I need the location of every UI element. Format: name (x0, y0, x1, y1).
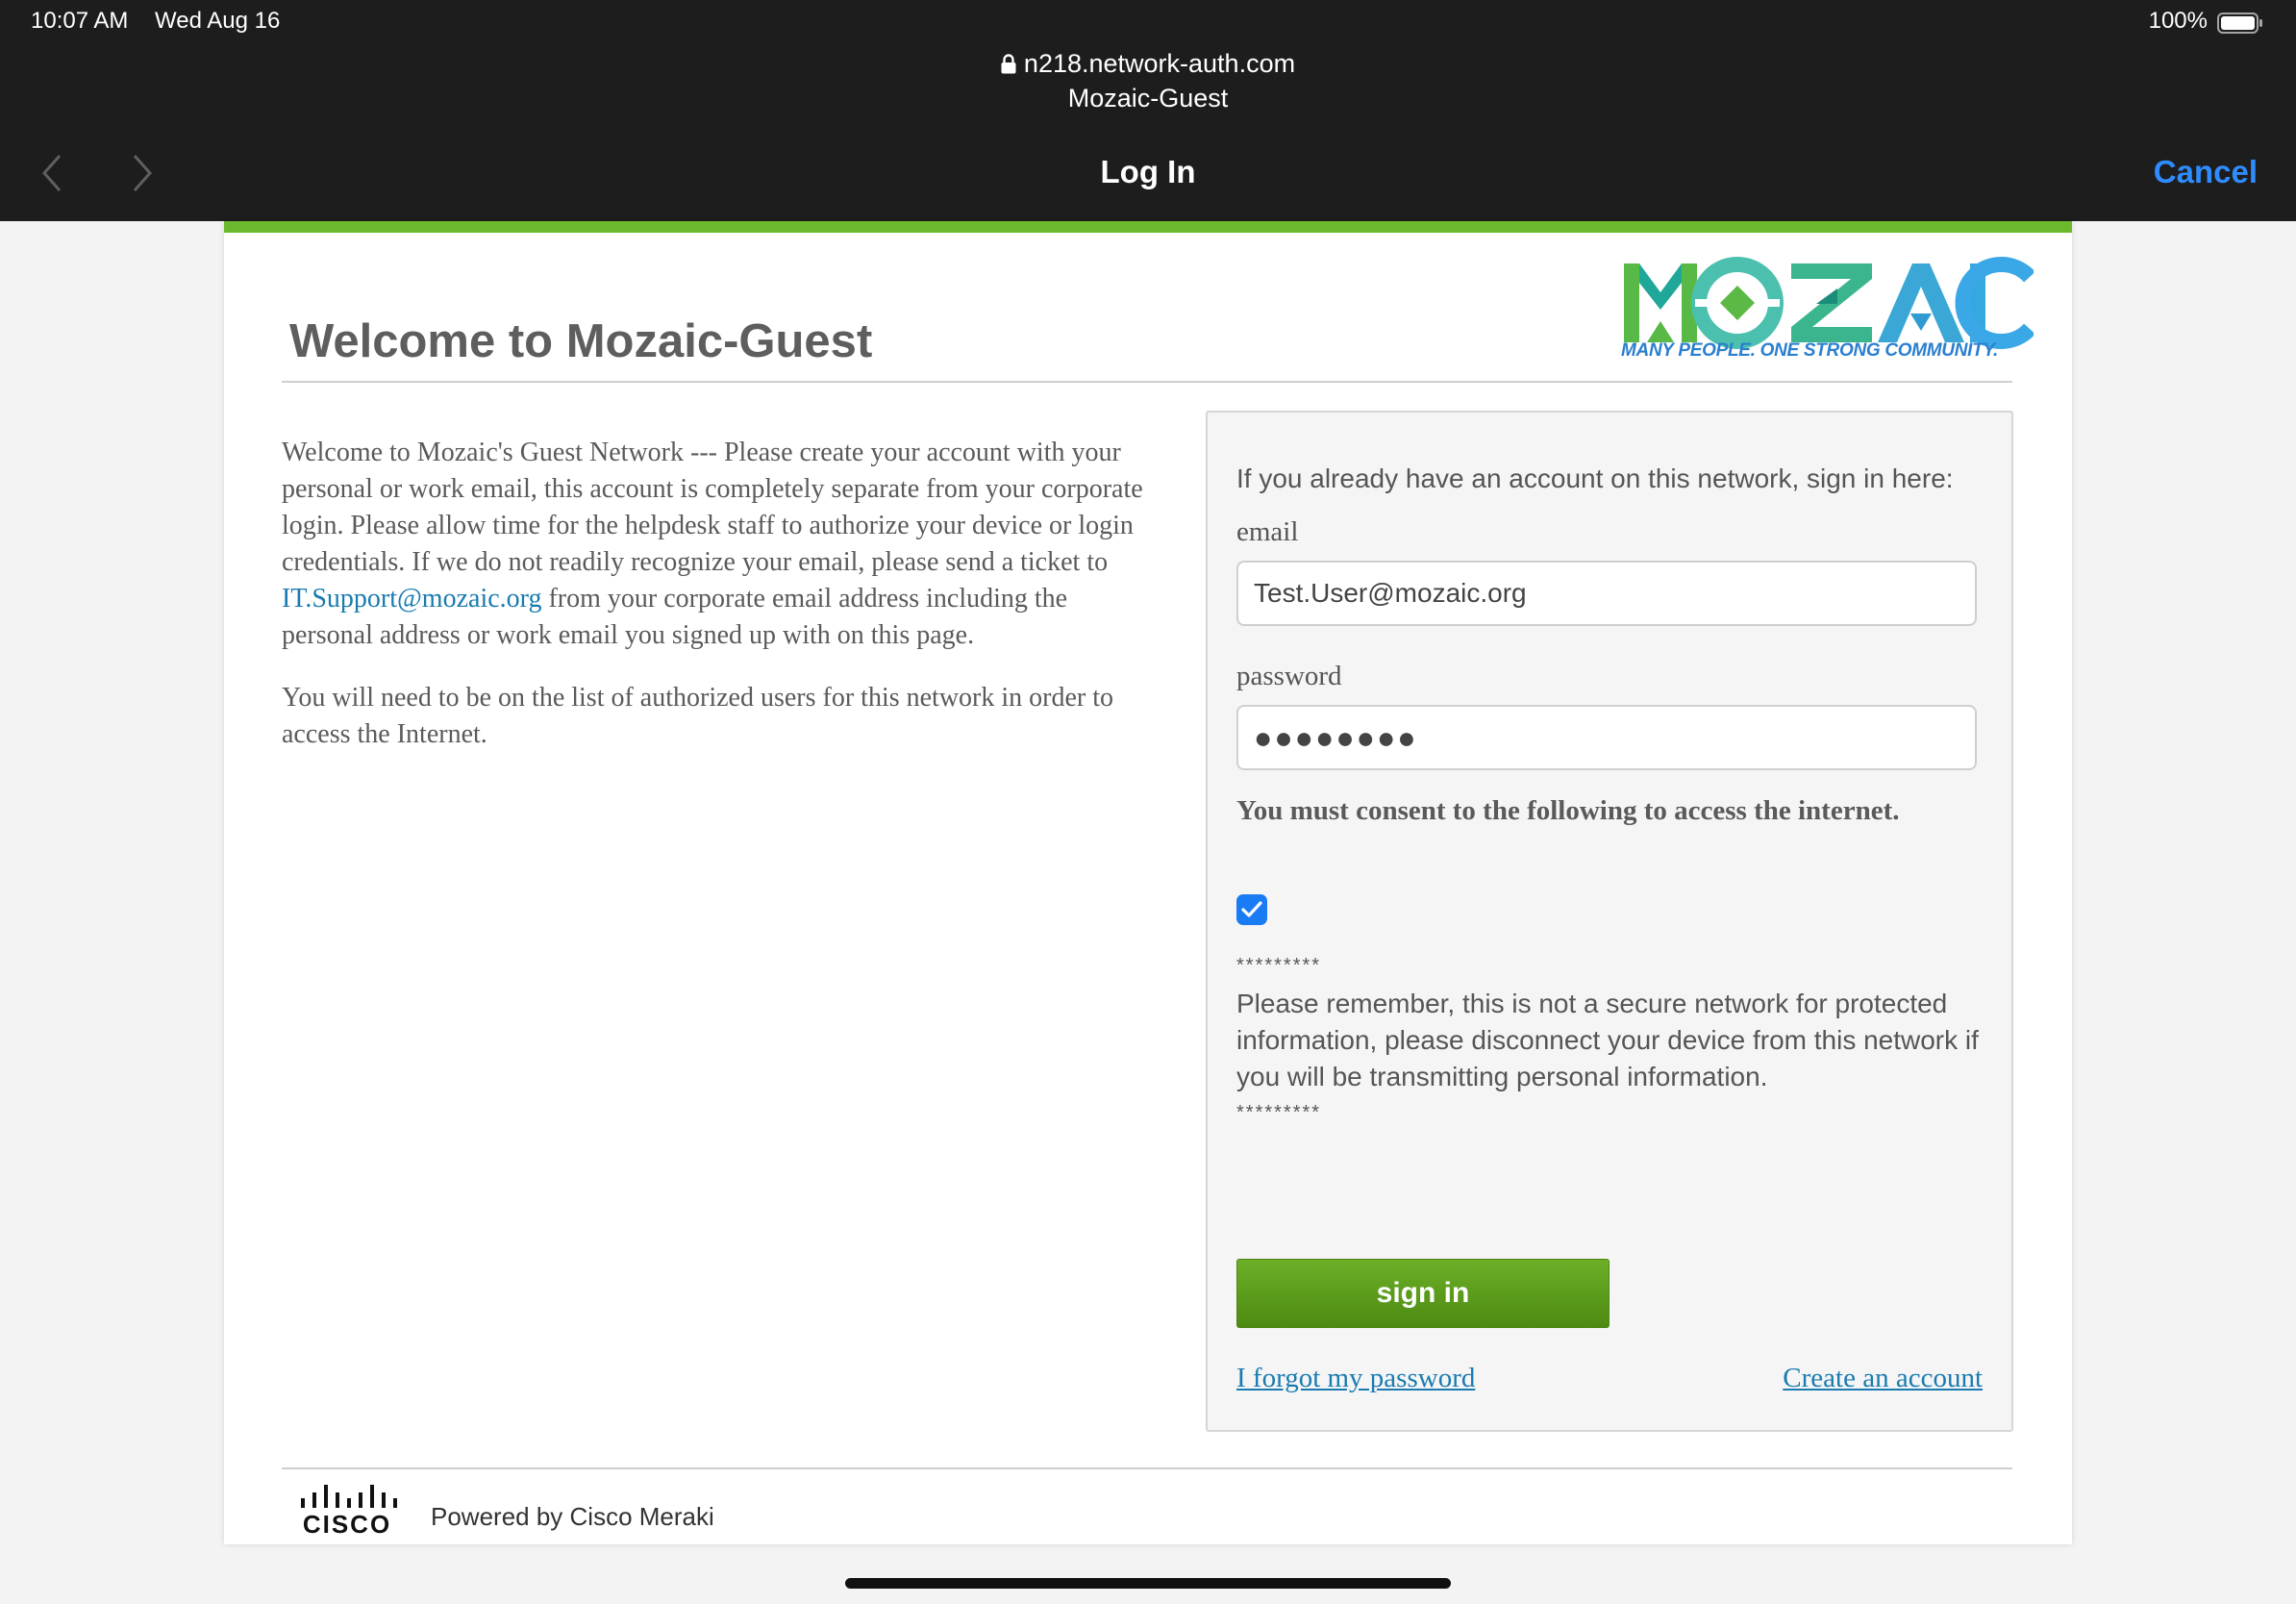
consent-heading: You must consent to the following to access the internet. (1236, 795, 1900, 826)
notice-separator-top: ********* (1236, 955, 1322, 976)
footer-divider (282, 1467, 2012, 1469)
lock-icon (1001, 54, 1016, 74)
password-label: password (1236, 661, 1342, 691)
login-intro: If you already have an account on this network, sign in here: (1236, 464, 1954, 493)
site-name: Mozaic-Guest (1067, 84, 1229, 113)
email-field[interactable] (1236, 561, 1977, 626)
security-notice: Please remember, this is not a secure network for protected information, please disconnect your device from this network if you will be transmitting personal information. (1236, 989, 1979, 1091)
battery-percentage: 100% (2148, 8, 2208, 34)
sign-in-button[interactable]: sign in (1236, 1259, 1610, 1328)
email-label: email (1236, 516, 1299, 547)
authorization-paragraph: You will need to be on the list of authorized users for this network in order to access the Internet. (282, 683, 1114, 749)
navigation-title: Log In (1100, 154, 1196, 189)
home-indicator[interactable] (845, 1578, 1451, 1589)
login-panel (1206, 411, 2013, 1432)
status-time: 10:07 AM (31, 8, 129, 34)
it-support-email-link[interactable]: IT.Support@mozaic.org (282, 584, 542, 614)
forgot-password-link[interactable]: I forgot my password (1236, 1363, 1476, 1393)
notice-separator-bottom: ********* (1236, 1102, 1322, 1123)
intro-paragraph: Welcome to Mozaic's Guest Network --- Please create your account with your personal or work email, this account is completely separate from your corporate login. Please allow time for the helpdesk staff to authorize your device or login credentials. If we do not readily recognize your email, please send a ticket to IT.Support@mozaic.org from your corporate email address including the personal address or work email you signed up with on this page. (282, 438, 1143, 650)
checkmark-icon (1241, 901, 1262, 918)
cisco-logo (293, 1475, 399, 1537)
logo-tagline: MANY PEOPLE. ONE STRONG COMMUNITY. (1621, 340, 1999, 361)
title-divider (282, 381, 2012, 383)
status-date: Wed Aug 16 (155, 8, 281, 34)
battery-icon (2217, 13, 2263, 34)
url-bar (0, 49, 2296, 79)
consent-checkbox[interactable] (1236, 894, 1267, 925)
powered-by-text: Powered by Cisco Meraki (431, 1502, 714, 1531)
browser-chrome (0, 0, 2296, 221)
intro-text (282, 435, 1157, 779)
page-title: Welcome to Mozaic-Guest (289, 315, 873, 367)
cisco-wordmark: CISCO (302, 1510, 392, 1537)
password-field[interactable] (1236, 705, 1977, 770)
url-text: n218.network-auth.com (1023, 49, 1296, 78)
cancel-button[interactable]: Cancel (2153, 154, 2258, 189)
captive-portal-card (224, 221, 2072, 1544)
create-account-link[interactable]: Create an account (1783, 1363, 1983, 1393)
